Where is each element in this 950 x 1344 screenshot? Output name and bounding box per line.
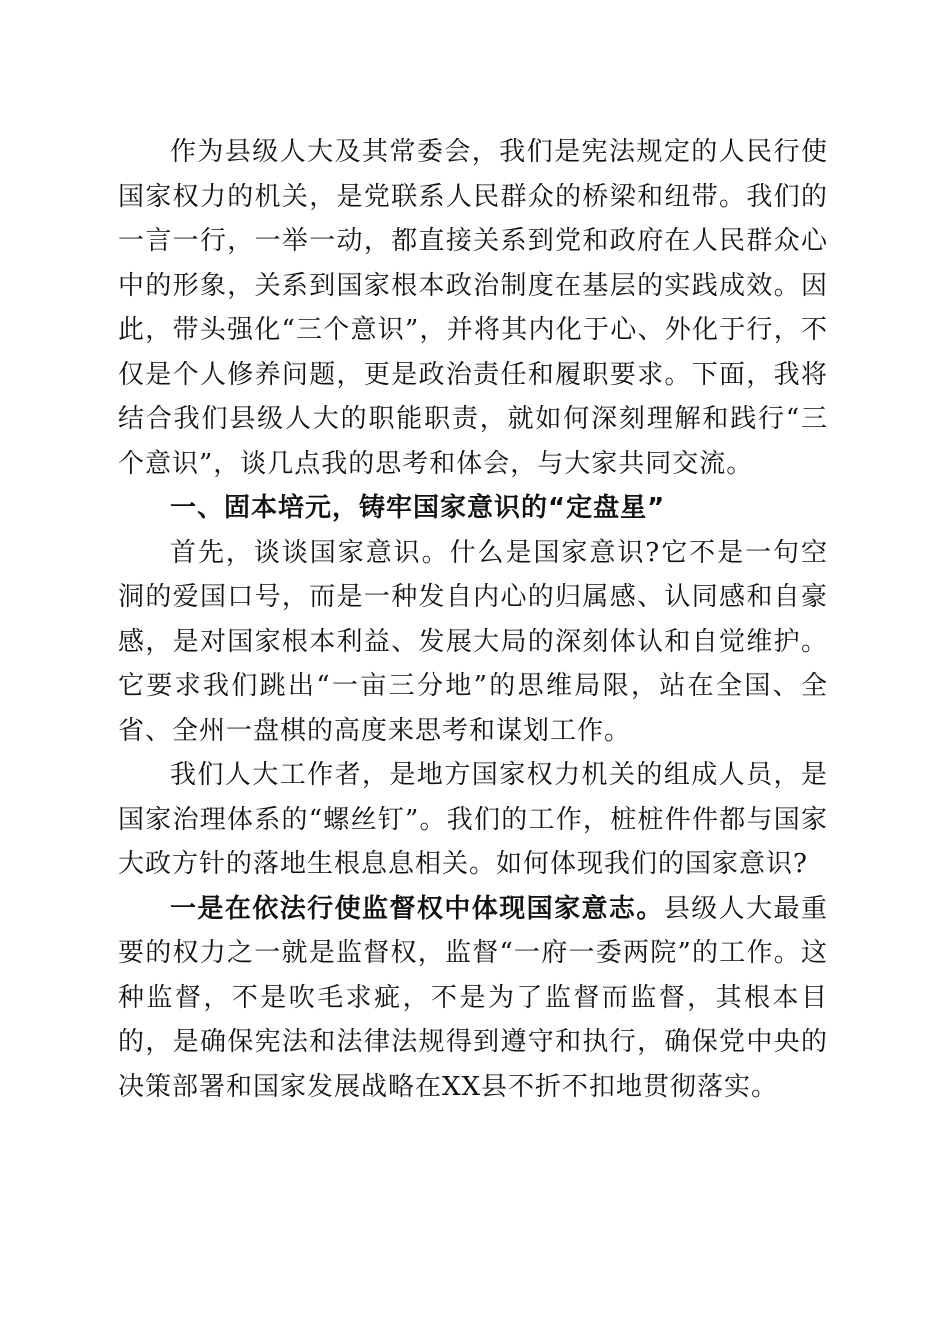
intro-paragraph: 作为县级人大及其常委会，我们是宪法规定的人民行使国家权力的机关，是党联系人民群众的桥梁和纽带。我们的一言一行，一举一动，都直接关系到党和政府在人民群众心中的形象，关系到国家根本政治制度在基层的实践成效。因此，带头强化“三个意识”，并将其内化于心、外化于行，不仅是个人修养问题，更是政治责任和履职要求。下面，我将结合我们县级人大的职能职责，就如何深刻理解和践行“三个意识”，谈几点我的思考和体会，与大家共同交流。: [118, 137, 828, 479]
paragraph-npc-workers: 我们人大工作者，是地方国家权力机关的组成人员，是国家治理体系的“螺丝钉”。我们的工作，桩桩件件都与国家大政方针的落地生根息息相关。如何体现我们的国家意识?: [118, 760, 828, 879]
paragraph-national-awareness: 首先，谈谈国家意识。什么是国家意识?它不是一句空洞的爱国口号，而是一种发自内心的归属感、认同感和自豪感，是对国家根本利益、发展大局的深刻体认和自觉维护。它要求我们跳出“一亩三分地”的思维局限，站在全国、全省、全州一盘棋的高度来思考和谋划工作。: [118, 537, 828, 746]
paragraph-supervision: [118, 887, 828, 1110]
paragraph-body-text: 县级人大最重要的权力之一就是监督权，监督“一府一委两院”的工作。这种监督，不是吹毛求疵，不是为了监督而监督，其根本目的，是确保宪法和法律法规得到遵守和执行，确保党中央的决策部署和国家发展战略在XX县不折不扣地贯彻落实。: [118, 893, 828, 1102]
document-body: [118, 130, 828, 1109]
paragraph-lead-sentence: 一是在依法行使监督权中体现国家意志。: [170, 893, 664, 924]
section-heading: 一、固本培元，铸牢国家意识的“定盘星”: [170, 493, 666, 523]
